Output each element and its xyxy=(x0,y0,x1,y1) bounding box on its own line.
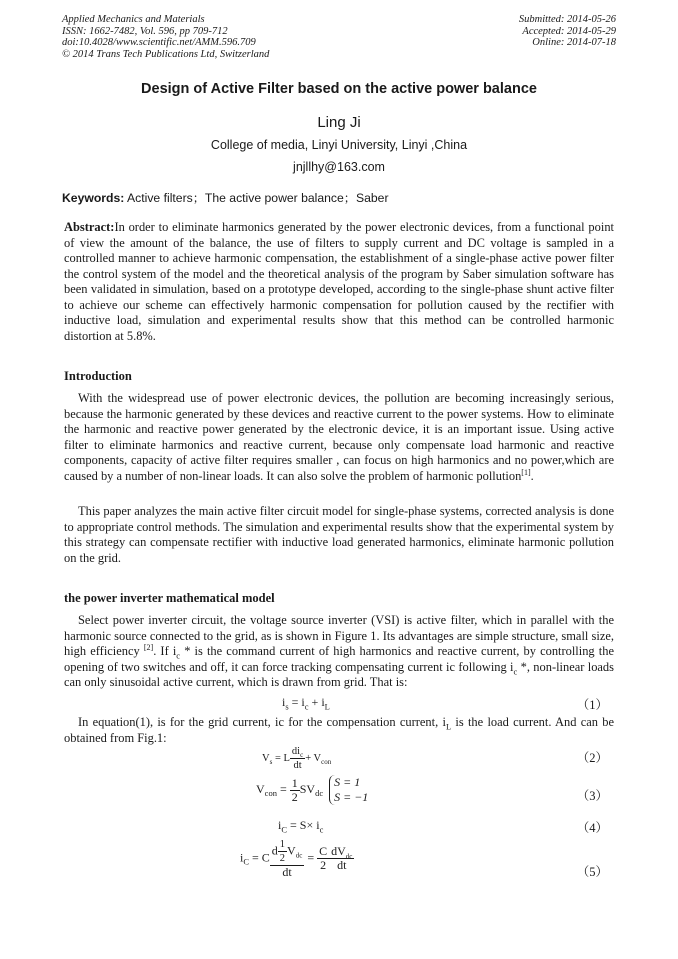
inv-p1-sub-1: c xyxy=(176,650,181,661)
citation-1: [1] xyxy=(521,467,531,477)
keywords xyxy=(62,189,618,206)
equation-4-number: （4） xyxy=(576,821,608,835)
author-email: jnjllhy@163.com xyxy=(293,160,385,174)
equation-2-number: （2） xyxy=(576,751,608,765)
copyright-line: © 2014 Trans Tech Publications Ltd, Switzerland xyxy=(62,48,270,60)
case-negative: S = −1 xyxy=(334,790,369,804)
online-date: Online: 2014-07-18 xyxy=(532,37,616,49)
equation-5: $i_C = C$ d $\frac{1}{2}$ $V_{dc}$ dt = $\frac{C}{2}$ $\frac{dV_{dc}}{dt}$ xyxy=(240,839,353,879)
equation-5-number: （5） xyxy=(576,865,608,879)
abstract xyxy=(64,220,614,344)
section-heading-inverter-model: the power inverter mathematical model xyxy=(64,591,275,605)
submitted-date: Submitted: 2014-05-26 xyxy=(518,14,616,25)
journal-name: Applied Mechanics and Materials xyxy=(62,14,205,25)
inv-p1-text-b: . If i xyxy=(153,644,177,658)
intro-paragraph-2: This paper analyzes the main active filter circuit model for single-phase systems, corrected analysis is done to appropriate control methods. The simulation and experimental results show that the experimental system by this strategy can compensate rectifier with inductive load generated harmonics, eliminate harmonic pollution on the grid. xyxy=(64,504,614,565)
inv-p1-text-c: * is the command current of high harmonics and reactive current, by controlling the opening of two switches and off, it can force tracking compensating current ic following i xyxy=(64,644,614,674)
inverter-paragraph-2 xyxy=(64,715,614,746)
doi-line: doi:10.4028/www.scientific.net/AMM.596.709 xyxy=(62,37,256,49)
equation-3-cases xyxy=(329,775,368,805)
equation-2: $V_s = L$ $\frac{di_c}{dt}$ + $V_{con}$ xyxy=(262,746,332,771)
author-name: Ling Ji xyxy=(317,114,361,131)
journal-info xyxy=(62,14,269,60)
author-affiliation: College of media, Linyi University, Linyi ,China xyxy=(210,138,468,152)
accepted-date: Accepted: 2014-05-29 xyxy=(522,25,616,37)
equation-1: $i_s = i_c + i_L$ xyxy=(282,695,330,712)
intro-paragraph-1 xyxy=(64,391,614,484)
inv-p1-sub-2: c xyxy=(513,665,518,676)
equation-3: $V_{con}$ = $\frac{1}{2}$ $SV_{dc}$ S = 1 S = −1 xyxy=(256,775,369,804)
abstract-label: Abstract: xyxy=(64,220,115,234)
equation-3-number: （3） xyxy=(576,789,608,803)
inv-p1-text-d: *, non-linear loads can only sinusoidal active current, which is drawn from grid. That is: xyxy=(64,659,614,689)
section-heading-introduction: Introduction xyxy=(64,369,132,383)
keywords-text: Active filters；The active power balance；Saber xyxy=(124,191,389,205)
intro-p1-text: With the widespread use of power electronic devices, the pollution are becoming increasingly serious, because the harmonic generated by these devices and reactive current to the power systems. How to eliminate the harmonic and reactive power generated by the electronic device, it is an important issue. Using active filter to eliminate harmonics and reactive current, because only compensate load harmonic and reactive components, capacity of active filter requires smaller , can focus on high harmonics and no power,which are caused by a number of non-linear loads. It can also solve the problem of harmonic pollution xyxy=(64,391,614,483)
submission-dates xyxy=(519,14,616,49)
citation-2: [2] xyxy=(143,642,154,652)
keywords-label: Keywords: xyxy=(62,191,125,205)
abstract-text: In order to eliminate harmonics generated by the power electronic devices, from a functional point of view the amount of the balance, the use of filters to supply current and DC voltage is sampled in a controlled manner to achieve harmonic compensation, the establishment of a single-phase active power filter the control system of the model and the theoretical analysis of the program by Saber simulation software has been validated in simulation, based on a prototype developed, according to the single-phase shunt active filter to achieve our scheme can effectively harmonic compensation for pollution caused by the rectifier with inductive load, simulation and experimental results show that this method can be controlled harmonic distortion at 5.8%. xyxy=(64,220,614,343)
inv-p1-text-a: Select power inverter circuit, the voltage source inverter (VSI) is active filter, which in parallel with the harmonic source connected to the grid, as is shown in Figure 1. Its advantages are simple structure, small size, high efficiency xyxy=(64,613,614,658)
inv-p2-sub: L xyxy=(445,721,452,732)
intro-p1-end: . xyxy=(530,468,534,483)
issn-line: ISSN: 1662-7482, Vol. 596, pp 709-712 xyxy=(62,25,228,37)
inv-p2-text-a: In equation(1), is for the grid current, ic for the compensation current, i xyxy=(78,715,446,729)
equation-1-number: （1） xyxy=(576,698,608,712)
equation-4: $i_C = S\times i_c$ xyxy=(278,818,324,835)
paper-title: Design of Active Filter based on the active power balance xyxy=(141,81,537,97)
inverter-paragraph-1 xyxy=(64,613,614,691)
case-positive: S = 1 xyxy=(334,775,361,789)
inv-p2-text-b: is the load current. And can be obtained from Fig.1: xyxy=(64,715,614,745)
